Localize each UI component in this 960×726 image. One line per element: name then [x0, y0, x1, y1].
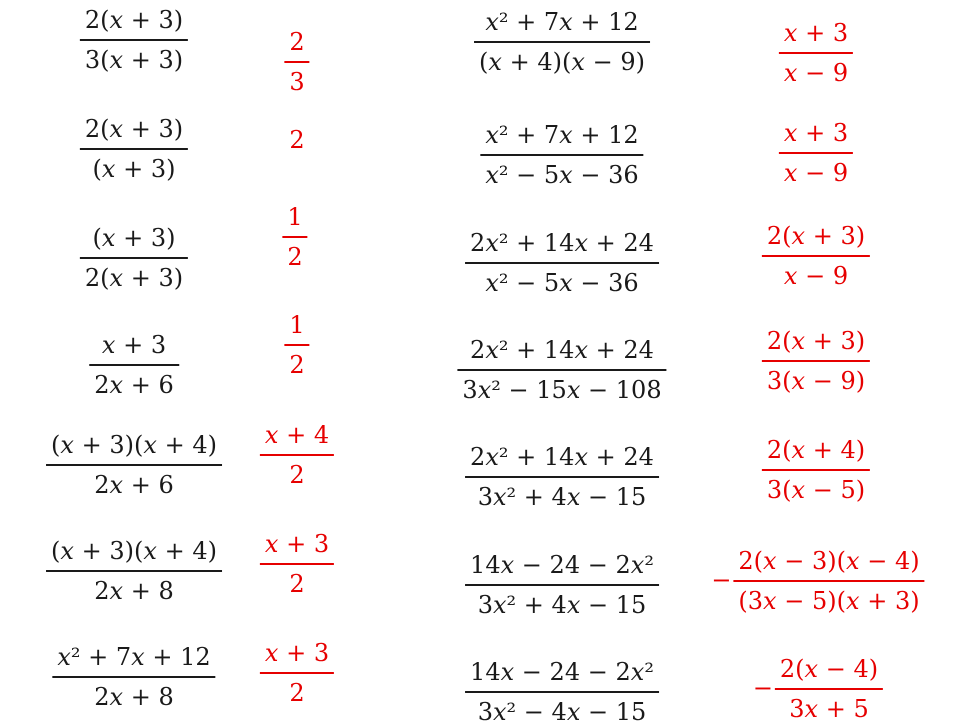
- answer-11: [762, 329, 870, 393]
- numerator: 2(x + 3): [84, 115, 184, 143]
- denominator: (3x − 5)(x + 3): [738, 587, 920, 615]
- question-13: [465, 553, 659, 617]
- answer-8: [779, 21, 853, 85]
- question-11: [457, 338, 666, 402]
- numerator: (x + 3)(x + 4): [51, 431, 217, 459]
- denominator: 2(x + 3): [84, 264, 184, 292]
- minus-sign: −: [752, 674, 773, 703]
- answer-9: [779, 121, 853, 185]
- question-1: [80, 8, 188, 72]
- denominator: x² − 5x − 36: [485, 269, 639, 297]
- denominator: 3(x − 9): [766, 367, 866, 395]
- denominator: 3x² − 4x − 15: [477, 698, 647, 726]
- denominator: x − 9: [783, 159, 849, 187]
- answer-7: [260, 641, 334, 705]
- numerator: 2(x + 3): [84, 6, 184, 34]
- denominator: 3x² + 4x − 15: [477, 483, 647, 511]
- numerator: 2(x − 4): [779, 655, 879, 683]
- denominator: (x + 3): [92, 155, 176, 183]
- numerator: x² + 7x + 12: [485, 8, 639, 36]
- numerator: x + 3: [783, 19, 849, 47]
- question-6: [46, 539, 222, 603]
- numerator: 2(x + 3): [766, 327, 866, 355]
- question-5: [46, 433, 222, 497]
- denominator: (x + 4)(x − 9): [479, 48, 645, 76]
- denominator: 2: [289, 679, 305, 707]
- numerator: 14x − 24 − 2x²: [470, 551, 654, 579]
- question-10: [465, 231, 659, 295]
- denominator: 2x + 6: [94, 371, 174, 399]
- numerator: x + 3: [264, 530, 330, 558]
- answer-13: [711, 549, 924, 613]
- minus-sign: −: [711, 566, 732, 595]
- numerator: x + 3: [264, 639, 330, 667]
- answer-14: [753, 657, 883, 721]
- numerator: 2x² + 14x + 24: [470, 229, 654, 257]
- question-9: [480, 123, 643, 187]
- numerator: x + 3: [783, 119, 849, 147]
- denominator: 3(x − 5): [766, 476, 866, 504]
- denominator: 3: [289, 68, 305, 96]
- numerator: 14x − 24 − 2x²: [470, 658, 654, 686]
- denominator: 2: [289, 461, 305, 489]
- denominator: x − 9: [783, 262, 849, 290]
- denominator: 2: [289, 351, 305, 379]
- denominator: 3(x + 3): [84, 46, 184, 74]
- numerator: 2x² + 14x + 24: [470, 336, 654, 364]
- numerator: 2(x − 3)(x − 4): [738, 547, 920, 575]
- question-8: [474, 10, 650, 74]
- denominator: 2: [287, 243, 303, 271]
- numerator: x + 3: [101, 331, 167, 359]
- question-3: [80, 226, 188, 290]
- numerator: x² + 7x + 12: [57, 643, 211, 671]
- numerator: (x + 3): [92, 224, 176, 252]
- numerator: 2(x + 3): [766, 222, 866, 250]
- answer-3: [282, 205, 307, 269]
- answer-1: [284, 30, 309, 94]
- answer-12: [762, 438, 870, 502]
- numerator: 2x² + 14x + 24: [470, 443, 654, 471]
- denominator: 3x² − 15x − 108: [462, 376, 662, 404]
- question-4: [89, 333, 179, 397]
- numerator: 2: [289, 28, 305, 56]
- numerator: 2(x + 4): [766, 436, 866, 464]
- numerator: 1: [287, 203, 303, 231]
- numerator: x² + 7x + 12: [485, 121, 639, 149]
- answer-2: 2: [289, 126, 305, 154]
- numerator: (x + 3)(x + 4): [51, 537, 217, 565]
- denominator: x² − 5x − 36: [485, 161, 639, 189]
- denominator: 2x + 8: [94, 577, 174, 605]
- denominator: x − 9: [783, 59, 849, 87]
- answer-5: [260, 423, 334, 487]
- answer-6: [260, 532, 334, 596]
- denominator: 2x + 8: [94, 683, 174, 711]
- denominator: 2: [289, 570, 305, 598]
- numerator: x + 4: [264, 421, 330, 449]
- answer-10: [762, 224, 870, 288]
- denominator: 3x + 5: [789, 695, 869, 723]
- question-7: [52, 645, 215, 709]
- question-12: [465, 445, 659, 509]
- answer-4: [284, 313, 309, 377]
- question-14: [465, 660, 659, 724]
- denominator: 3x² + 4x − 15: [477, 591, 647, 619]
- question-2: [80, 117, 188, 181]
- denominator: 2x + 6: [94, 471, 174, 499]
- numerator: 1: [289, 311, 305, 339]
